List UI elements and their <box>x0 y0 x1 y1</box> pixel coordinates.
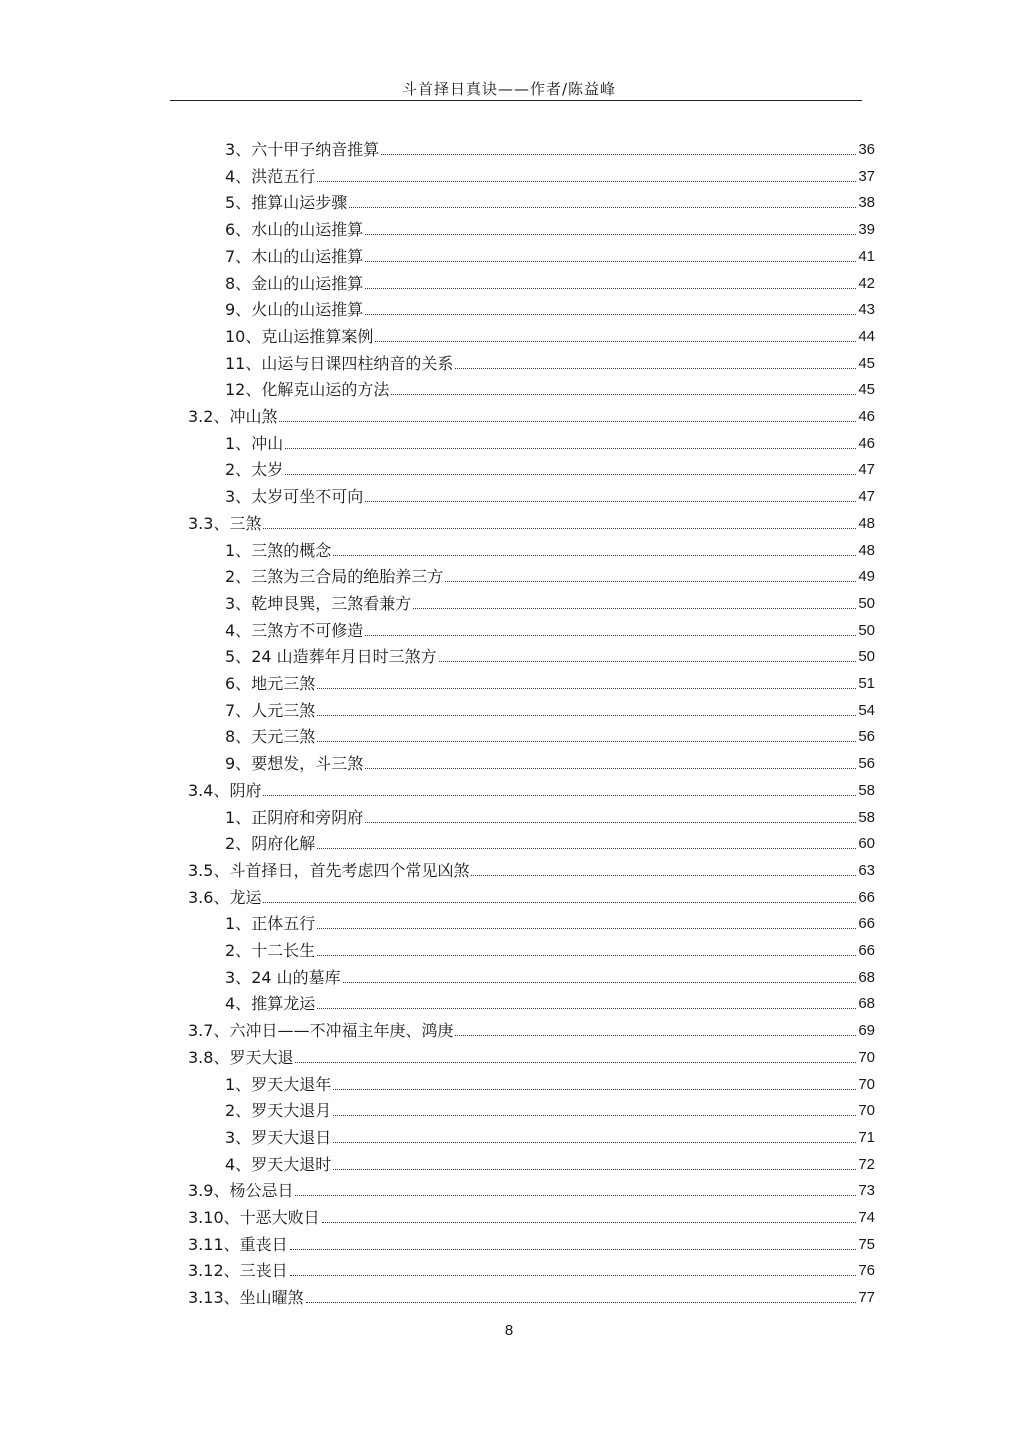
toc-entry-number: 1、 <box>225 914 252 934</box>
toc-entry-page: 60 <box>858 835 875 853</box>
toc-entry-number: 3.9、 <box>188 1181 230 1201</box>
toc-entry-page: 47 <box>858 488 875 506</box>
toc-entry-number: 6、 <box>225 220 252 240</box>
toc-entry[interactable] <box>225 935 875 961</box>
toc-entry[interactable] <box>188 1042 875 1068</box>
toc-entry[interactable] <box>225 535 875 561</box>
toc-entry[interactable] <box>188 1202 875 1228</box>
toc-entry-title: 太岁可坐不可向 <box>251 487 364 507</box>
toc-entry-page: 44 <box>858 327 875 345</box>
toc-entry-page: 46 <box>858 434 875 452</box>
toc-entry[interactable] <box>225 668 875 694</box>
toc-entry[interactable] <box>225 908 875 934</box>
toc-entry[interactable] <box>225 615 875 641</box>
toc-entry-title: 三煞方不可修造 <box>251 620 364 640</box>
toc-entry[interactable] <box>225 454 875 480</box>
toc-entry[interactable] <box>225 1069 875 1095</box>
toc-dot-leader <box>365 261 856 262</box>
toc-entry-title: 三煞 <box>229 513 262 533</box>
toc-entry-page: 75 <box>858 1235 875 1253</box>
toc-entry-number: 3.11、 <box>188 1234 240 1254</box>
toc-entry-number: 5、 <box>225 647 252 667</box>
toc-dot-leader <box>263 902 856 903</box>
toc-entry-page: 50 <box>858 648 875 666</box>
toc-entry-number: 3.13、 <box>188 1288 240 1308</box>
toc-entry[interactable] <box>225 161 875 187</box>
toc-entry-number: 3.5、 <box>188 860 230 880</box>
toc-entry-title: 正阴府和旁阴府 <box>251 807 364 827</box>
toc-entry-title: 乾坤艮巽，三煞看兼方 <box>251 593 412 613</box>
toc-entry-page: 48 <box>858 514 875 532</box>
toc-entry-title: 六冲日——不冲福主年庚、鸿庚 <box>229 1021 454 1041</box>
toc-dot-leader <box>295 1062 856 1063</box>
toc-entry-number: 3.10、 <box>188 1208 240 1227</box>
toc-entry[interactable] <box>225 695 875 721</box>
toc-entry-page: 47 <box>858 461 875 479</box>
toc-entry-number: 8、 <box>225 727 252 747</box>
toc-entry-number: 3、 <box>225 1127 252 1147</box>
toc-entry[interactable] <box>225 962 875 988</box>
toc-entry[interactable] <box>188 882 875 908</box>
toc-dot-leader <box>295 1195 856 1196</box>
toc-entry[interactable] <box>188 1229 875 1255</box>
toc-entry-page: 58 <box>858 808 875 826</box>
toc-entry-page: 70 <box>858 1102 875 1120</box>
toc-entry-page: 66 <box>858 915 875 933</box>
toc-entry-number: 1、 <box>225 807 252 827</box>
toc-entry[interactable] <box>225 134 875 160</box>
toc-entry-page: 49 <box>858 568 875 586</box>
toc-dot-leader <box>290 1275 857 1276</box>
toc-entry-number: 3.12、 <box>188 1261 240 1281</box>
toc-entry-page: 50 <box>858 594 875 612</box>
toc-entry-number: 8、 <box>225 273 252 293</box>
toc-entry-page: 37 <box>858 167 875 185</box>
toc-dot-leader <box>333 555 856 556</box>
toc-dot-leader <box>365 314 856 315</box>
toc-entry[interactable] <box>225 721 875 747</box>
toc-dot-leader <box>365 501 856 502</box>
toc-entry-page: 38 <box>858 194 875 212</box>
toc-entry-number: 5、 <box>225 193 252 213</box>
toc-entry[interactable] <box>225 294 875 320</box>
toc-entry-number: 9、 <box>225 300 252 320</box>
toc-entry-number: 1、 <box>225 1074 252 1094</box>
toc-entry-number: 4、 <box>225 166 252 186</box>
toc-entry[interactable] <box>188 1255 875 1281</box>
toc-entry-title: 冲山煞 <box>229 407 278 426</box>
toc-entry-number: 2、 <box>225 834 252 854</box>
toc-entry-page: 43 <box>858 301 875 319</box>
toc-entry-page: 45 <box>858 354 875 372</box>
toc-entry-title: 阴府化解 <box>251 834 316 854</box>
toc-entry-number: 7、 <box>225 246 252 266</box>
toc-entry-page: 73 <box>858 1182 875 1200</box>
toc-entry-page: 36 <box>858 141 875 158</box>
toc-entry-number: 3.2、 <box>188 407 230 426</box>
toc-entry-number: 3、 <box>225 593 252 613</box>
toc-entry-title: 天元三煞 <box>251 727 316 747</box>
toc-dot-leader <box>365 288 856 289</box>
toc-dot-leader <box>333 1142 856 1143</box>
toc-dot-leader <box>365 234 856 235</box>
toc-entry[interactable] <box>188 1175 875 1201</box>
toc-entry-title: 十二长生 <box>251 941 316 960</box>
toc-entry-number: 4、 <box>225 994 252 1014</box>
toc-entry-title: 正体五行 <box>251 914 316 934</box>
toc-entry-title: 克山运推算案例 <box>261 326 374 346</box>
toc-entry[interactable] <box>225 187 875 213</box>
toc-entry-page: 51 <box>858 675 875 692</box>
toc-entry-number: 3.3、 <box>188 513 230 533</box>
toc-dot-leader <box>333 1115 856 1116</box>
toc-entry-page: 54 <box>858 701 875 719</box>
toc-entry-title: 十恶大败日 <box>239 1208 320 1227</box>
toc-entry-page: 39 <box>858 221 875 239</box>
toc-dot-leader <box>333 1169 856 1170</box>
toc-entry[interactable] <box>225 828 875 854</box>
toc-entry[interactable] <box>225 988 875 1014</box>
toc-entry-title: 龙运 <box>229 887 262 907</box>
toc-entry-title: 罗天大退 <box>229 1047 294 1067</box>
toc-entry[interactable] <box>225 1149 875 1175</box>
header-rule <box>170 100 862 101</box>
toc-dot-leader <box>391 394 856 395</box>
toc-entry[interactable] <box>225 561 875 587</box>
toc-entry-number: 10、 <box>225 326 262 346</box>
toc-entry[interactable] <box>225 641 875 667</box>
toc-entry-title: 六十甲子纳音推算 <box>251 140 380 159</box>
toc-entry-number: 4、 <box>225 1154 252 1174</box>
toc-dot-leader <box>343 982 857 983</box>
toc-dot-leader <box>317 1008 856 1009</box>
toc-entry-title: 推算龙运 <box>251 994 316 1014</box>
toc-entry-page: 41 <box>858 247 875 265</box>
toc-entry-number: 3.7、 <box>188 1021 230 1041</box>
toc-entry-page: 45 <box>858 381 875 399</box>
toc-entry-page: 68 <box>858 995 875 1013</box>
toc-dot-leader <box>317 928 856 929</box>
toc-dot-leader <box>381 154 856 155</box>
toc-dot-leader <box>455 368 856 369</box>
toc-entry-title: 罗天大退时 <box>251 1154 332 1174</box>
toc-entry[interactable] <box>225 241 875 267</box>
toc-entry-number: 3、 <box>225 140 252 159</box>
toc-entry-title: 罗天大退月 <box>251 1101 332 1121</box>
toc-dot-leader <box>263 528 856 529</box>
toc-entry-number: 4、 <box>225 620 252 640</box>
toc-entry[interactable] <box>225 588 875 614</box>
toc-entry[interactable] <box>225 268 875 294</box>
toc-entry[interactable] <box>188 775 875 801</box>
toc-entry-title: 重丧日 <box>239 1234 288 1254</box>
toc-entry-number: 11、 <box>225 353 262 373</box>
toc-dot-leader <box>322 1222 857 1223</box>
toc-entry-page: 48 <box>858 541 875 559</box>
toc-entry[interactable] <box>225 1095 875 1121</box>
toc-dot-leader <box>285 474 856 475</box>
toc-entry-page: 58 <box>858 781 875 799</box>
toc-dot-leader <box>455 1035 856 1036</box>
toc-entry-page: 66 <box>858 888 875 906</box>
toc-entry[interactable] <box>188 401 875 427</box>
toc-dot-leader <box>317 741 856 742</box>
toc-dot-leader <box>349 207 856 208</box>
toc-entry-number: 3、 <box>225 967 252 987</box>
toc-dot-leader <box>263 795 856 796</box>
toc-entry-number: 1、 <box>225 433 252 453</box>
toc-entry-page: 50 <box>858 621 875 639</box>
toc-entry-page: 72 <box>858 1155 875 1173</box>
toc-entry[interactable] <box>188 1282 875 1308</box>
toc-entry[interactable] <box>188 1015 875 1041</box>
toc-entry[interactable] <box>225 214 875 240</box>
toc-entry-title: 要想发，斗三煞 <box>251 754 364 774</box>
toc-dot-leader <box>365 635 856 636</box>
toc-dot-leader <box>375 341 856 342</box>
toc-entry-title: 罗天大退日 <box>251 1127 332 1147</box>
toc-entry-title: 阴府 <box>229 780 262 800</box>
toc-dot-leader <box>413 608 856 609</box>
toc-entry-title: 火山的山运推算 <box>251 300 364 320</box>
toc-entry[interactable] <box>225 481 875 507</box>
toc-entry-title: 化解克山运的方法 <box>261 380 390 400</box>
toc-entry-title: 三煞为三合局的绝胎养三方 <box>251 567 444 587</box>
toc-entry-page: 76 <box>858 1262 875 1280</box>
toc-entry-title: 水山的山运推算 <box>251 220 364 240</box>
toc-dot-leader <box>365 768 856 769</box>
toc-entry[interactable] <box>225 1122 875 1148</box>
toc-entry-title: 三丧日 <box>239 1261 288 1281</box>
toc-entry-title: 斗首择日，首先考虑四个常见凶煞 <box>229 860 470 880</box>
toc-entry-number: 2、 <box>225 567 252 587</box>
toc-entry-number: 2、 <box>225 1101 252 1121</box>
toc-entry-title: 坐山曜煞 <box>239 1288 304 1308</box>
toc-entry-page: 77 <box>858 1289 875 1307</box>
running-header: 斗首择日真诀——作者/陈益峰 <box>401 80 617 98</box>
page-number: 8 <box>504 1322 514 1339</box>
toc-entry-page: 66 <box>858 942 875 959</box>
toc-entry-title: 洪范五行 <box>251 166 316 186</box>
toc-entry-number: 12、 <box>225 380 262 400</box>
toc-dot-leader <box>317 955 856 956</box>
toc-entry-number: 2、 <box>225 460 252 480</box>
toc-dot-leader <box>279 421 856 422</box>
toc-entry-number: 6、 <box>225 674 252 693</box>
toc-entry-title: 人元三煞 <box>251 700 316 720</box>
toc-entry-title: 杨公忌日 <box>229 1181 294 1201</box>
toc-entry-page: 46 <box>858 408 875 425</box>
toc-entry-title: 三煞的概念 <box>251 540 332 560</box>
toc-entry-title: 金山的山运推算 <box>251 273 364 293</box>
toc-entry-page: 71 <box>858 1128 875 1146</box>
toc-entry-page: 74 <box>858 1209 875 1226</box>
toc-entry-page: 42 <box>858 274 875 292</box>
toc-entry-number: 3.4、 <box>188 780 230 800</box>
toc-dot-leader <box>317 181 856 182</box>
toc-entry[interactable] <box>188 855 875 881</box>
toc-dot-leader <box>365 822 856 823</box>
toc-entry-title: 山运与日课四柱纳音的关系 <box>261 353 454 373</box>
toc-entry-title: 太岁 <box>251 460 284 480</box>
toc-entry-title: 24 山造葬年月日时三煞方 <box>251 647 437 667</box>
toc-entry[interactable] <box>225 321 875 347</box>
toc-entry[interactable] <box>225 374 875 400</box>
toc-dot-leader <box>333 1089 856 1090</box>
toc-dot-leader <box>306 1302 857 1303</box>
toc-entry-number: 3、 <box>225 487 252 507</box>
toc-dot-leader <box>439 661 857 662</box>
toc-entry-number: 3.6、 <box>188 887 230 907</box>
toc-entry[interactable] <box>225 428 875 454</box>
toc-dot-leader <box>317 715 856 716</box>
toc-entry-page: 56 <box>858 728 875 746</box>
toc-entry[interactable] <box>225 748 875 774</box>
toc-entry-page: 70 <box>858 1075 875 1093</box>
toc-dot-leader <box>317 688 856 689</box>
toc-entry-number: 3.8、 <box>188 1047 230 1067</box>
toc-entry-number: 7、 <box>225 700 252 720</box>
toc-entry-number: 2、 <box>225 941 252 960</box>
toc-dot-leader <box>285 448 856 449</box>
toc-entry-title: 地元三煞 <box>251 674 316 693</box>
toc-entry-page: 56 <box>858 755 875 773</box>
toc-entry[interactable] <box>225 802 875 828</box>
toc-entry-title: 24 山的墓库 <box>251 967 341 987</box>
toc-entry-number: 1、 <box>225 540 252 560</box>
toc-entry[interactable] <box>188 508 875 534</box>
toc-entry-title: 冲山 <box>251 433 284 453</box>
toc-dot-leader <box>445 581 856 582</box>
toc-entry-page: 68 <box>858 968 875 986</box>
toc-entry-page: 70 <box>858 1048 875 1066</box>
toc-entry-title: 推算山运步骤 <box>251 193 348 213</box>
toc-entry-page: 69 <box>858 1022 875 1040</box>
toc-dot-leader <box>290 1249 857 1250</box>
toc-dot-leader <box>317 848 856 849</box>
toc-entry-page: 63 <box>858 861 875 879</box>
toc-entry-title: 罗天大退年 <box>251 1074 332 1094</box>
toc-dot-leader <box>471 875 856 876</box>
toc-entry-title: 木山的山运推算 <box>251 246 364 266</box>
toc-entry[interactable] <box>225 348 875 374</box>
toc-entry-number: 9、 <box>225 754 252 774</box>
